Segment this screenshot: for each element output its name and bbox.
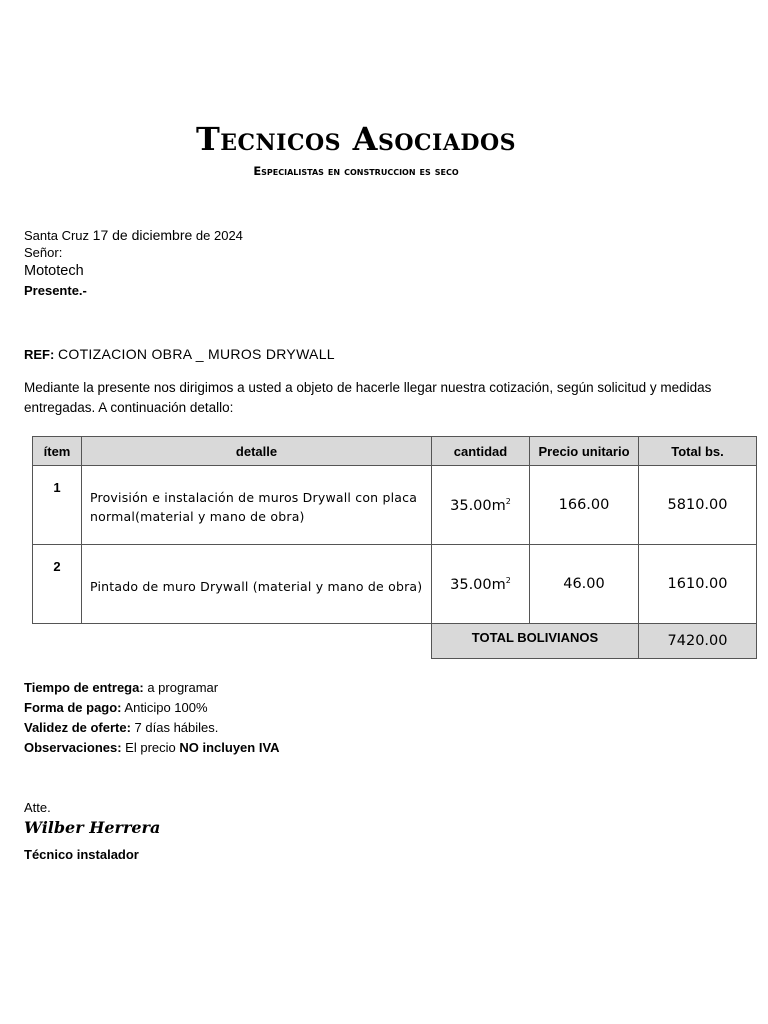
letterhead [0, 120, 768, 178]
salutation: Señor: [24, 245, 63, 260]
quote-table [32, 436, 757, 659]
closing-atte: Atte. [24, 800, 51, 815]
row-qty: $35.00m^2$ [432, 545, 530, 624]
row-total: 1610.00 [639, 545, 757, 624]
company-tagline: Especialistas en construccion es seco [253, 164, 459, 178]
table-row [33, 545, 757, 624]
validity-line: Validez de oferte: 7 días hábiles. [24, 720, 219, 735]
payment-line: Forma de pago: Anticipo 100% [24, 700, 208, 715]
company-name: Tecnicos Asociados [195, 120, 517, 158]
header-detail: detalle [82, 437, 432, 466]
total-label: TOTAL BOLIVIANOS [432, 624, 639, 659]
ref-value: COTIZACION OBRA _ MUROS DRYWALL [57, 346, 335, 362]
header-qty: cantidad [432, 437, 530, 466]
header-unit-price: Precio unitario [530, 437, 639, 466]
row-unit-price: 166.00 [530, 466, 639, 545]
total-value: 7420.00 [639, 624, 757, 659]
letter-city: Santa Cruz [24, 228, 90, 243]
intro-paragraph: Mediante la presente nos dirigimos a usted a objeto de hacerle llegar nuestra cotización, según solicitud y medidas entregadas. A continuación detallo: [24, 380, 712, 415]
reference-line [24, 346, 335, 363]
row-item: 2 [33, 545, 82, 624]
row-total: 5810.00 [639, 466, 757, 545]
client-name: Mototech [24, 263, 84, 279]
signer-role: Técnico instalador [24, 847, 139, 862]
letter-year: de 2024 [195, 228, 243, 243]
presente-label: Presente.- [24, 283, 87, 298]
row-detail: Provisión e instalación de muros Drywall con placa normal(material y mano de obra) [82, 466, 432, 545]
header-item: ítem [33, 437, 82, 466]
letter-date [24, 227, 243, 244]
table-row [33, 466, 757, 545]
row-unit-price: 46.00 [530, 545, 639, 624]
table-header-row [33, 437, 757, 466]
row-item: 1 [33, 466, 82, 545]
row-detail: Pintado de muro Drywall (material y mano de obra) [82, 545, 432, 624]
terms-block [24, 678, 280, 758]
row-qty: $35.00m^2$ [432, 466, 530, 545]
letter-day-month: 17 de diciembre [92, 227, 193, 243]
header-total: Total bs. [639, 437, 757, 466]
signature: Wilber Herrera [24, 818, 161, 837]
delivery-line: Tiempo de entrega: a programar [24, 680, 219, 695]
table-total-row [33, 624, 757, 659]
notes-line: Observaciones: El precio NO incluyen IVA [24, 740, 280, 755]
ref-label: REF: [24, 347, 55, 362]
